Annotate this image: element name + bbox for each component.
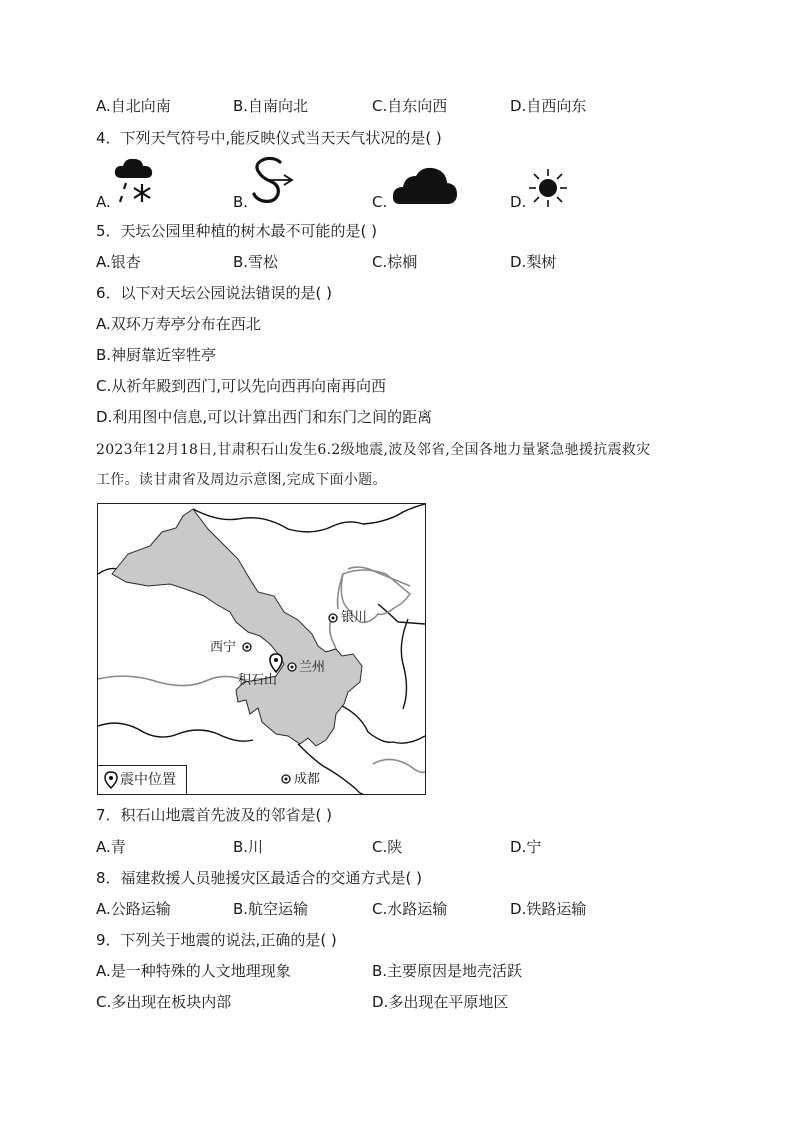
q9-option-c: C.多出现在板块内部 (96, 993, 232, 1011)
gansu-region-map (97, 503, 426, 795)
sandstorm-icon (248, 156, 296, 206)
q9-option-a: A.是一种特殊的人文地理现象 (96, 962, 291, 980)
q8-option-c: C.水路运输 (372, 900, 448, 918)
q4-label-d: D. (510, 193, 527, 211)
epicenter-label: 积石山 (238, 673, 278, 688)
q4-label-c: C. (372, 193, 388, 211)
q8-option-b: B.航空运输 (233, 900, 309, 918)
q4-label-b: B. (233, 193, 249, 211)
city-label-xining: 西宁 (210, 640, 237, 655)
q7-option-d: D.宁 (510, 838, 542, 856)
legend-epicenter-icon (104, 771, 118, 789)
overcast-cloud-icon (392, 166, 458, 206)
q6-option-a: A.双环万寿亭分布在西北 (96, 315, 261, 333)
passage-line-1: 2023年12月18日,甘肃积石山发生6.2级地震,波及邻省,全国各地力量紧急驰援抗震救灾 (96, 442, 651, 458)
q3-option-a: A.自北向南 (96, 97, 171, 115)
q6-option-b: B.神厨靠近宰牲亭 (96, 346, 217, 364)
q8-option-d: D.铁路运输 (510, 900, 587, 918)
city-label-yinchuan: 银川 (341, 610, 368, 625)
map-legend (98, 765, 187, 794)
q8-option-a: A.公路运输 (96, 900, 171, 918)
rain-snow-icon (112, 156, 160, 208)
q3-option-c: C.自东向西 (372, 97, 448, 115)
legend-label: 震中位置 (120, 772, 176, 788)
q5-option-d: D.梨树 (510, 253, 557, 271)
city-label-chengdu: 成都 (294, 772, 321, 787)
sunny-icon (528, 168, 568, 208)
q4-label-a: A. (96, 193, 111, 211)
q5-option-a: A.银杏 (96, 253, 141, 271)
gansu-province (112, 509, 362, 746)
q7-option-b: B.川 (233, 838, 264, 856)
q6-stem: 6．以下对天坛公园说法错误的是( ) (96, 284, 333, 302)
q7-option-a: A.青 (96, 838, 126, 856)
q7-option-c: C.陕 (372, 838, 403, 856)
passage-line-2: 工作。读甘肃省及周边示意图,完成下面小题。 (96, 472, 387, 488)
q6-option-c: C.从祈年殿到西门,可以先向西再向南再向西 (96, 377, 387, 395)
q8-stem: 8．福建救援人员驰援灾区最适合的交通方式是( ) (96, 869, 423, 887)
q5-stem: 5．天坛公园里种植的树木最不可能的是( ) (96, 222, 378, 240)
q4-stem: 4．下列天气符号中,能反映仪式当天天气状况的是( ) (96, 129, 442, 147)
q3-option-b: B.自南向北 (233, 97, 309, 115)
q3-option-d: D.自西向东 (510, 97, 587, 115)
city-label-lanzhou: 兰州 (299, 660, 326, 675)
q5-option-b: B.雪松 (233, 253, 279, 271)
q9-stem: 9．下列关于地震的说法,正确的是( ) (96, 931, 337, 949)
q9-option-d: D.多出现在平原地区 (372, 993, 509, 1011)
q7-stem: 7．积石山地震首先波及的邻省是( ) (96, 806, 333, 824)
q9-option-b: B.主要原因是地壳活跃 (372, 962, 523, 980)
q6-option-d: D.利用图中信息,可以计算出西门和东门之间的距离 (96, 408, 433, 426)
q5-option-c: C.棕榈 (372, 253, 418, 271)
